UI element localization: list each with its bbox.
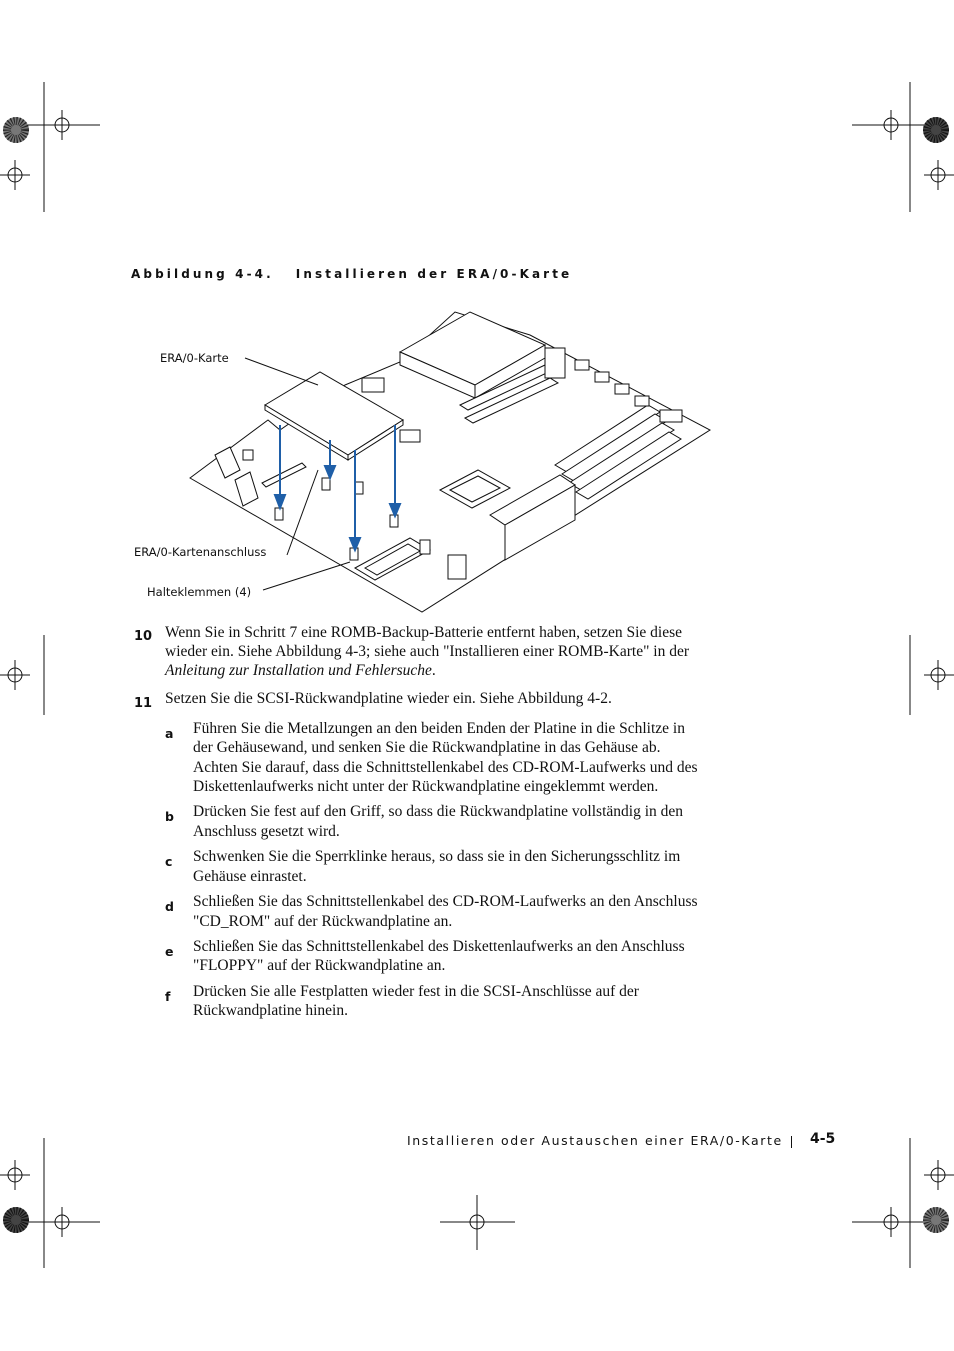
substep-line: Anschluss gesetzt wird. <box>193 823 340 840</box>
substep-letter: c <box>165 854 173 869</box>
substep-letter: d <box>165 899 174 914</box>
substep-line: Schwenken Sie die Sperrklinke heraus, so dass sie in den Sicherungsschlitz im <box>193 848 681 865</box>
substep-line: "FLOPPY" auf der Rückwandplatine an. <box>193 957 446 974</box>
step-line: Wenn Sie in Schritt 7 eine ROMB-Backup-Batterie entfernt haben, setzen Sie diese <box>165 624 682 641</box>
step-line: Setzen Sie die SCSI-Rückwandplatine wieder ein. Siehe Abbildung 4-2. <box>165 690 612 707</box>
manual-title: Anleitung zur Installation und Fehlersuche <box>165 662 432 679</box>
substep-line: Schließen Sie das Schnittstellenkabel des Diskettenlaufwerks an den Anschluss <box>193 938 685 955</box>
step-line: wieder ein. Siehe Abbildung 4-3; siehe auch "Installieren einer ROMB-Karte" in der <box>165 643 690 660</box>
footer-title: Installieren oder Austauschen einer ERA/0-Karte <box>407 1133 783 1148</box>
substep-line: Rückwandplatine hinein. <box>193 1002 348 1019</box>
callout-retention-clips: Halteklemmen (4) <box>147 585 252 599</box>
footer-divider <box>791 1136 792 1148</box>
substep-letter: f <box>165 989 171 1004</box>
substep-line: "CD_ROM" auf der Rückwandplatine an. <box>193 913 453 930</box>
substep-line: Schließen Sie das Schnittstellenkabel des CD-ROM-Laufwerks an den Anschluss <box>193 893 698 910</box>
step-number: 10 <box>134 629 153 644</box>
substep-line: der Gehäusewand, und senken Sie die Rückwandplatine in das Gehäuse ab. <box>193 739 661 756</box>
step-line-suffix: . <box>431 662 436 679</box>
substep-letter: e <box>165 944 174 959</box>
callout-era0-card: ERA/0-Karte <box>160 351 229 365</box>
callout-era0-connector: ERA/0-Kartenanschluss <box>134 545 267 559</box>
figure-caption-label: Abbildung 4-4. <box>131 267 274 281</box>
substep-line: Drücken Sie fest auf den Griff, so dass die Rückwandplatine vollständig in den <box>193 803 684 820</box>
substep-line: Führen Sie die Metallzungen an den beiden Enden der Platine in die Schlitze in <box>193 720 685 737</box>
substep-line: Drücken Sie alle Festplatten wieder fest in die SCSI-Anschlüsse auf der <box>193 983 639 1000</box>
substep-letter: a <box>165 726 174 741</box>
substep-line: Gehäuse einrastet. <box>193 868 307 885</box>
substep-line: Diskettenlaufwerks nicht unter der Rückwandplatine eingeklemmt werden. <box>193 778 659 795</box>
substep-letter: b <box>165 809 174 824</box>
substep-line: Achten Sie darauf, dass die Schnittstellenkabel des CD-ROM-Laufwerks und des <box>193 759 698 776</box>
step-number: 11 <box>134 696 153 711</box>
figure-caption-title: Installieren der ERA/0-Karte <box>295 267 573 281</box>
page-number: 4-5 <box>810 1131 836 1147</box>
